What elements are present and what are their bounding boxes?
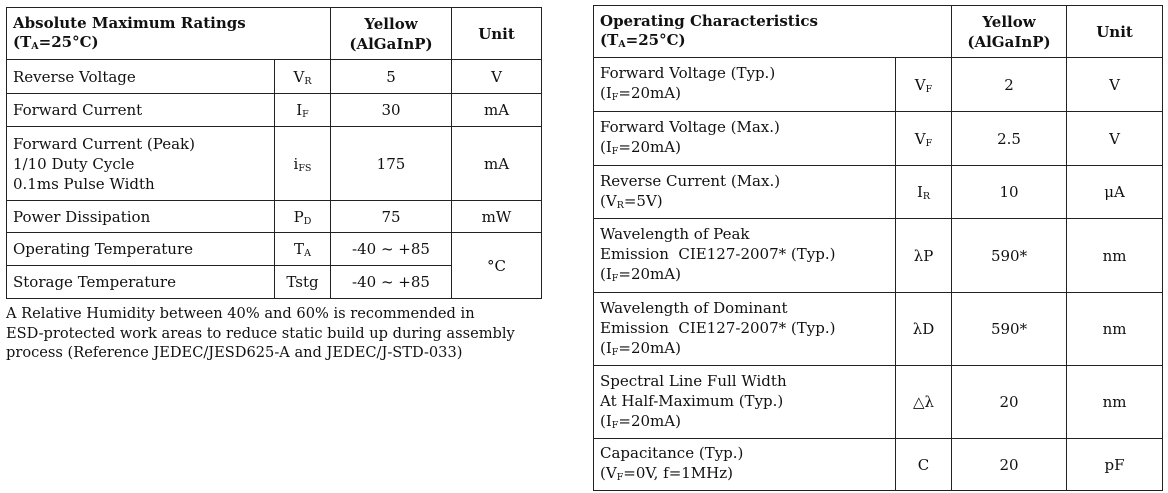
symbol-cell: λD [896, 293, 952, 366]
value-cell: 2 [952, 58, 1067, 112]
unit-cell: nm [1067, 366, 1163, 439]
symbol-cell: $i_{FS}$ [275, 127, 331, 201]
symbol-cell: $V_R$ [275, 60, 331, 94]
symbol-cell: $T_A$ [275, 233, 331, 266]
value-cell: 590* [952, 293, 1067, 366]
param-cell: Reverse Current (Max.) $(V_R=5V)$ [594, 166, 896, 219]
symbol-cell: C [896, 439, 952, 491]
title-condition: $(T_A=25^\circ C)$ [13, 32, 99, 52]
value-cell: -40 ~ +85 [331, 266, 452, 299]
param-cell: Forward Voltage (Typ.) $(I_F=20mA)$ [594, 58, 896, 112]
unit-cell: nm [1067, 219, 1163, 293]
value-cell: 30 [331, 94, 452, 127]
param-cell: Wavelength of Dominant Emission CIE127-2007* (Typ.) $(I_F=20mA)$ [594, 293, 896, 366]
value-cell: 175 [331, 127, 452, 201]
condition-text: $(I_F=20mA)$ [600, 138, 681, 157]
value-cell: 75 [331, 201, 452, 233]
table-title [7, 8, 331, 60]
column-header-yellow: Yellow (AlGaInP) [331, 8, 452, 60]
param-cell: Storage Temperature [7, 266, 275, 299]
condition-text: ($V_F=0V$, f=1MHz) [600, 464, 733, 483]
humidity-note: A Relative Humidity between 40% and 60% is recommended in ESD-protected work areas to reduce static build up during assembly process (Reference JEDEC/JESD625-A and JEDEC/J-STD-033) [6, 305, 515, 361]
table-row [594, 219, 1163, 293]
column-header-unit: Unit [1067, 6, 1163, 58]
unit-cell: μA [1067, 166, 1163, 219]
unit-cell: pF [1067, 439, 1163, 491]
value-cell: 5 [331, 60, 452, 94]
value-cell: 20 [952, 366, 1067, 439]
table-header-row [594, 6, 1163, 58]
condition-text: $(I_F=20mA)$ [600, 84, 681, 103]
unit-cell: mA [452, 127, 542, 201]
value-cell: 10 [952, 166, 1067, 219]
value-cell: -40 ~ +85 [331, 233, 452, 266]
value-cell: 2.5 [952, 112, 1067, 166]
table-row [7, 233, 542, 266]
condition-text: $(I_F=20mA)$ [600, 265, 681, 284]
param-cell: Wavelength of Peak Emission CIE127-2007* (Typ.) $(I_F=20mA)$ [594, 219, 896, 293]
table-row [594, 439, 1163, 491]
symbol-cell: $I_R$ [896, 166, 952, 219]
table-row [594, 112, 1163, 166]
table-row [594, 58, 1163, 112]
param-cell: Forward Current (Peak) 1/10 Duty Cycle 0.1ms Pulse Width [7, 127, 275, 201]
symbol-cell: △λ [896, 366, 952, 439]
value-cell: 590* [952, 219, 1067, 293]
value-cell: 20 [952, 439, 1067, 491]
param-cell: Forward Voltage (Max.) $(I_F=20mA)$ [594, 112, 896, 166]
column-header-unit: Unit [452, 8, 542, 60]
symbol-cell: $V_F$ [896, 58, 952, 112]
symbol-cell: λP [896, 219, 952, 293]
param-cell: Operating Temperature [7, 233, 275, 266]
absolute-max-ratings-table [6, 7, 542, 299]
condition-text: $(V_R=5V)$ [600, 191, 663, 211]
unit-cell: mA [452, 94, 542, 127]
unit-cell: mW [452, 201, 542, 233]
title-condition: $(T_A=25^\circ C)$ [600, 30, 686, 50]
param-cell: Forward Current [7, 94, 275, 127]
table-row [594, 293, 1163, 366]
table-row [594, 366, 1163, 439]
table-row [7, 94, 542, 127]
column-header-yellow: Yellow (AlGaInP) [952, 6, 1067, 58]
symbol-cell: $V_F$ [896, 112, 952, 166]
operating-characteristics-table [593, 5, 1163, 491]
title-text: Absolute Maximum Ratings [13, 13, 246, 32]
unit-cell-temperature: °C [452, 233, 542, 299]
param-cell: Power Dissipation [7, 201, 275, 233]
unit-cell: nm [1067, 293, 1163, 366]
table-row [7, 127, 542, 201]
symbol-cell: Tstg [275, 266, 331, 299]
symbol-cell: $I_F$ [275, 94, 331, 127]
table-row [7, 201, 542, 233]
title-text: Operating Characteristics [600, 11, 819, 30]
unit-cell: V [452, 60, 542, 94]
param-cell: Capacitance (Typ.) ($V_F=0V$, f=1MHz) [594, 439, 896, 491]
param-cell: Reverse Voltage [7, 60, 275, 94]
table-row [594, 166, 1163, 219]
table-title [594, 6, 952, 58]
condition-text: $(I_F=20mA)$ [600, 338, 681, 358]
unit-cell: V [1067, 112, 1163, 166]
table-header-row [7, 8, 542, 60]
param-cell: Spectral Line Full Width At Half-Maximum (Typ.) $(I_F=20mA)$ [594, 366, 896, 439]
symbol-cell: $P_D$ [275, 201, 331, 233]
unit-cell: V [1067, 58, 1163, 112]
table-row [7, 60, 542, 94]
condition-text: $(I_F=20mA)$ [600, 411, 681, 431]
